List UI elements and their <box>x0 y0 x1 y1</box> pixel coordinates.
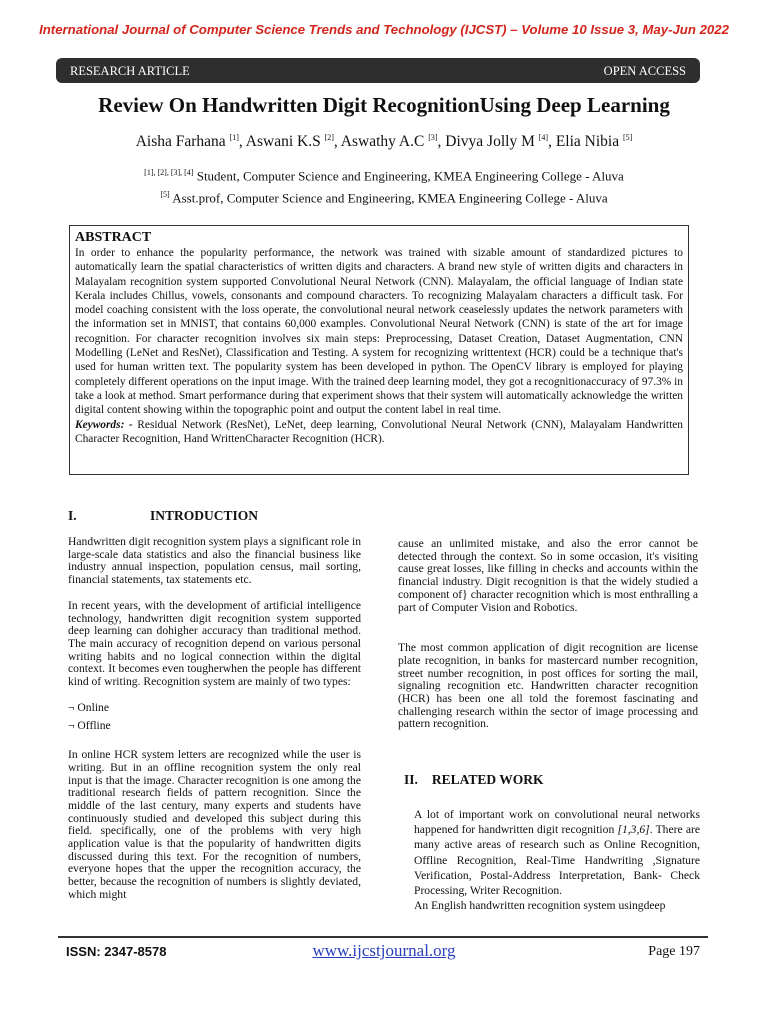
research-article-label: RESEARCH ARTICLE <box>70 64 190 78</box>
author-ref: [1] <box>229 133 239 142</box>
list-item: ¬ Offline <box>68 719 111 733</box>
author-name: Aisha Farhana <box>135 133 230 151</box>
affiliation-professor <box>0 190 768 206</box>
section-heading-introduction <box>68 508 258 524</box>
section-heading-related-work <box>404 772 544 788</box>
author-name: , Aswani K.S <box>238 133 325 151</box>
paragraph: cause an unlimited mistake, and also the error cannot be detected through the context. So in some occasion, it's visiting cause great losses, like filling in checks and accounts within the financial industry. Digit recognition is that the widely studied a component of} character recognition which is most enthralling a part of Computer Vision and Robotics. <box>398 537 698 614</box>
affiliation-ref: [1], [2], [3], [4] <box>144 168 194 177</box>
right-column <box>398 538 698 744</box>
affiliation-text: Student, Computer Science and Engineering, KMEA Engineering College - Aluva <box>193 168 624 184</box>
paragraph: The most common application of digit recognition are license plate recognition, in banks for mastercard number recognition, street number recognition, in post offices for sorting the mail, signaling recognition etc. Handwritten character recognition (HCR) has been one all told the foremost fascinating and challenging research within the sector of image processing and pattern recognition. <box>398 641 698 731</box>
issn: ISSN: 2347-8578 <box>66 944 167 959</box>
abstract-box <box>69 225 689 475</box>
page-number: Page 197 <box>648 944 700 959</box>
keywords-label: Keywords: - <box>75 418 133 431</box>
footer-divider <box>58 936 708 938</box>
abstract-text: In order to enhance the popularity performance, the network was trained with sizable amount of standardized pictures to automatically learn the spatial characteristics of written digits and characters. A brand new style of written digits and characters in Malayalam recognition system supported Convolutional Neural Network (CNN). Malayalam, the official language of Indian state Kerala includes Chillus, vowels, consonants and compound characters. To recognizing Malayalam characters a difficult task. For model coaching consistent with the loss operate, the convolutional neural network ceaselessly updates the network parameters with the information set in MNIST, that contains 60,000 examples. Convolutional Neural Network (CNN) is state of the art for image recognition. For character recognition involves six main steps: Preprocessing, Dataset Creation, Dataset Augmentation, CNN Modelling (LeNet and ResNet), Classification and Testing. A system for recognizing writtentext (HCR) could be a technique that's used for human written text. The popularity system has been developed in python. The OpenCV library is employed for playing completely different operations on the input image. With the trained deep learning model, they got a recognitionaccuracy of 97.3% in take a look at method. Smart performance during that experiment shows that their system will automatically acknowledge the written digital content showing within the topographic point and output the content label in real time. <box>75 247 683 417</box>
list-item: ¬ Online <box>68 700 109 714</box>
author-list <box>0 133 768 151</box>
paragraph <box>414 807 700 898</box>
section-number: II. <box>404 772 418 787</box>
left-column <box>68 536 361 915</box>
author-name: , Elia Nibia <box>548 133 623 151</box>
paragraph-text: . There are many active areas of research such as Online Recognition, Offline Recognition, Real-Time Handwriting ,Signature Verification, Postal-Address Interpretation, Bank- Check Processing, Writer Recognition. <box>414 823 700 898</box>
article-type-banner <box>56 58 700 83</box>
paragraph: In online HCR system letters are recognized while the user is writing. But in an offline recognition system the only real input is that the image. Character recognition is one among the traditional research fields of pattern recognition. Since the middle of the last century, many experts and students have continuously studied and developed this subject during this field. specifically, one of the problems with very high application value is that the popularity of handwritten digits discussed during this text. For the recognition of numbers, everyone hopes that the upper the recognition accuracy, the better, because the recognition of numbers is slightly deviated, which might <box>68 748 361 901</box>
paragraph: An English handwritten recognition system usingdeep <box>414 899 666 913</box>
author-ref: [5] <box>622 133 633 142</box>
open-access-label: OPEN ACCESS <box>603 64 686 78</box>
abstract-heading: ABSTRACT <box>75 230 152 245</box>
section-title: RELATED WORK <box>431 772 544 787</box>
citation: [1,3,6] <box>617 823 650 837</box>
author-ref: [3] <box>428 133 438 142</box>
section-title: INTRODUCTION <box>150 508 259 523</box>
keywords-text: Residual Network (ResNet), LeNet, deep learning, Convolutional Neural Network (CNN), Malayalam Handwritten Character Recognition, Hand WrittenCharacter Recognition (HCR). <box>75 418 684 445</box>
affiliation-students <box>0 168 768 184</box>
affiliation-ref: [5] <box>160 190 170 199</box>
author-ref: [2] <box>324 133 334 142</box>
author-ref: [4] <box>538 133 549 142</box>
paragraph: Handwritten digit recognition system plays a significant role in large-scale data statistics and also the financial business like industry annual inspection, population census, mail sorting, financial statements, tax statements etc. <box>68 535 362 587</box>
paper-title: Review On Handwritten Digit RecognitionUsing Deep Learning <box>98 93 670 117</box>
keywords <box>75 418 683 447</box>
journal-link[interactable]: www.ijcstjournal.org <box>312 941 456 960</box>
affiliation-text: Asst.prof, Computer Science and Engineering, KMEA Engineering College - Aluva <box>169 190 608 206</box>
author-name: , Divya Jolly M <box>437 133 539 151</box>
paragraph-text: A lot of important work on convolutional neural networks happened for handwritten digit recognition <box>414 808 700 837</box>
section-number: I. <box>68 508 77 523</box>
author-name: , Aswathy A.C <box>333 133 429 151</box>
paragraph: In recent years, with the development of artificial intelligence technology, handwritten digit recognition system supported deep learning can dohigher accuracy than traditional method. The main accuracy of recognition depend on various personal writing habits and no logical connection within the digital context. It becomes even tougherwhen the people has different kind of writing. Recognition system are mainly of two types: <box>68 598 361 689</box>
related-work-text <box>414 807 700 913</box>
journal-header: International Journal of Computer Science Trends and Technology (IJCST) – Volume 10 Issue 3, May-Jun 2022 <box>39 22 729 37</box>
